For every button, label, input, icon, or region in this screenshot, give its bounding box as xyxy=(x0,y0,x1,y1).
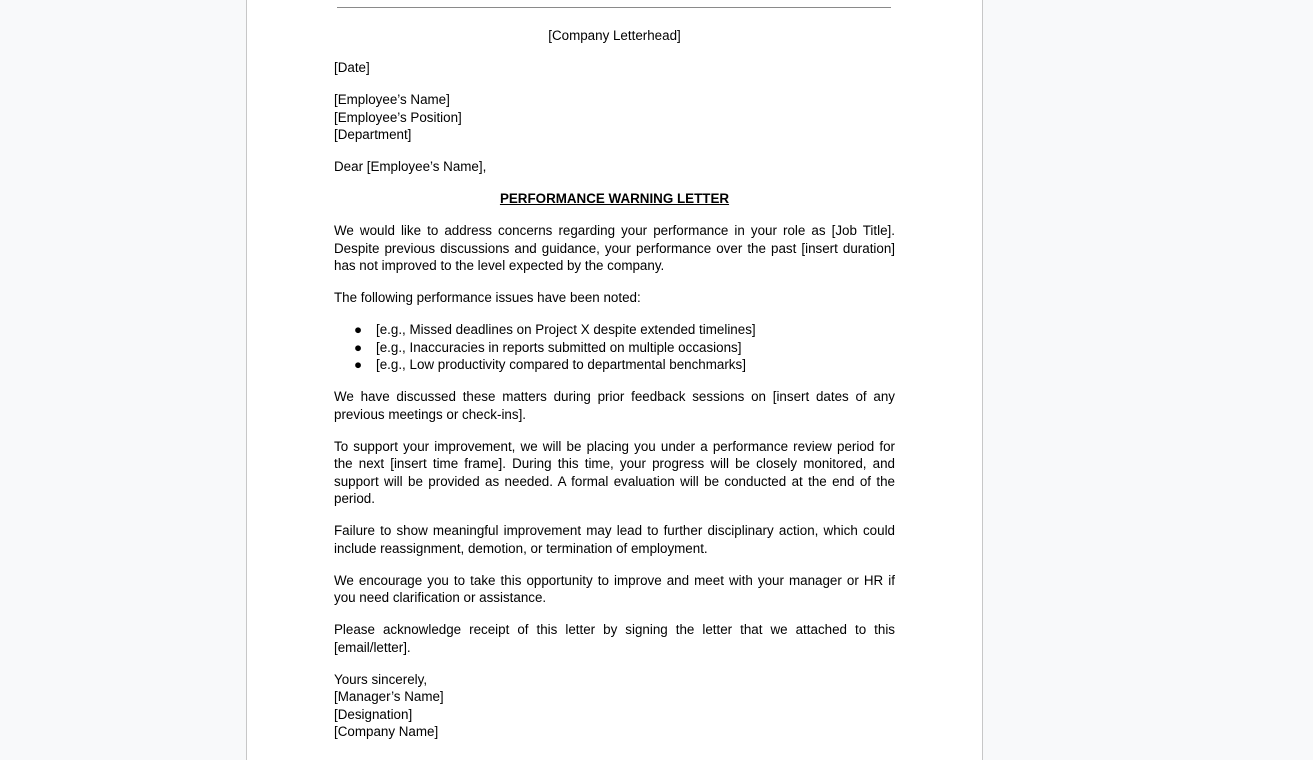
issues-list xyxy=(334,321,895,374)
salutation: Dear [Employee’s Name], xyxy=(334,159,487,174)
list-item xyxy=(334,339,895,357)
signature-block xyxy=(334,671,895,741)
manager-designation: [Designation] xyxy=(334,706,413,722)
company-name: [Company Name] xyxy=(334,724,439,739)
closing: Yours sincerely, xyxy=(334,671,428,687)
company-letterhead: [Company Letterhead] xyxy=(548,28,681,43)
support-paragraph: To support your improvement, we will be placing you under a performance review period for the next [insert time frame]. During this time, your progress will be closely monitored, and support will be provided as needed. A formal evaluation will be conducted at the end of the period. xyxy=(334,438,895,506)
recipient-position: [Employee’s Position] xyxy=(334,109,462,125)
bullet-icon: ● xyxy=(354,339,363,355)
recipient-department: [Department] xyxy=(334,127,412,142)
prior-discussion-paragraph: We have discussed these matters during prior feedback sessions on [insert dates of any previous meetings or check-ins]. xyxy=(334,389,895,422)
document-page xyxy=(246,0,983,760)
issue-text: [e.g., Low productivity compared to departmental benchmarks] xyxy=(376,357,746,372)
bullet-icon: ● xyxy=(354,357,363,372)
encouragement-paragraph: We encourage you to take this opportunity to improve and meet with your manager or HR if you need clarification or assistance. xyxy=(334,572,895,605)
acknowledgement-paragraph: Please acknowledge receipt of this letter by signing the letter that we attached to this [email/letter]. xyxy=(334,622,895,655)
letter-date: [Date] xyxy=(334,60,370,75)
issue-text: [e.g., Missed deadlines on Project X despite extended timelines] xyxy=(376,322,756,337)
recipient-name: [Employee’s Name] xyxy=(334,92,450,107)
intro-paragraph: We would like to address concerns regarding your performance in your role as [Job Title]. Despite previous discussions and guidance, your performance over the past [insert duration] has not improved to the level expected by the company. xyxy=(334,223,895,273)
letter-body[interactable] xyxy=(334,27,895,755)
letter-title: PERFORMANCE WARNING LETTER xyxy=(499,191,730,206)
issues-intro: The following performance issues have been noted: xyxy=(334,290,641,305)
bullet-icon: ● xyxy=(354,322,363,337)
list-item xyxy=(334,356,895,374)
header-divider xyxy=(337,7,891,8)
issue-text: [e.g., Inaccuracies in reports submitted on multiple occasions] xyxy=(376,339,742,355)
manager-name: [Manager’s Name] xyxy=(334,689,444,704)
list-item xyxy=(334,321,895,339)
recipient-block xyxy=(334,91,895,144)
consequence-paragraph: Failure to show meaningful improvement may lead to further disciplinary action, which could include reassignment, demotion, or termination of employment. xyxy=(334,523,895,556)
